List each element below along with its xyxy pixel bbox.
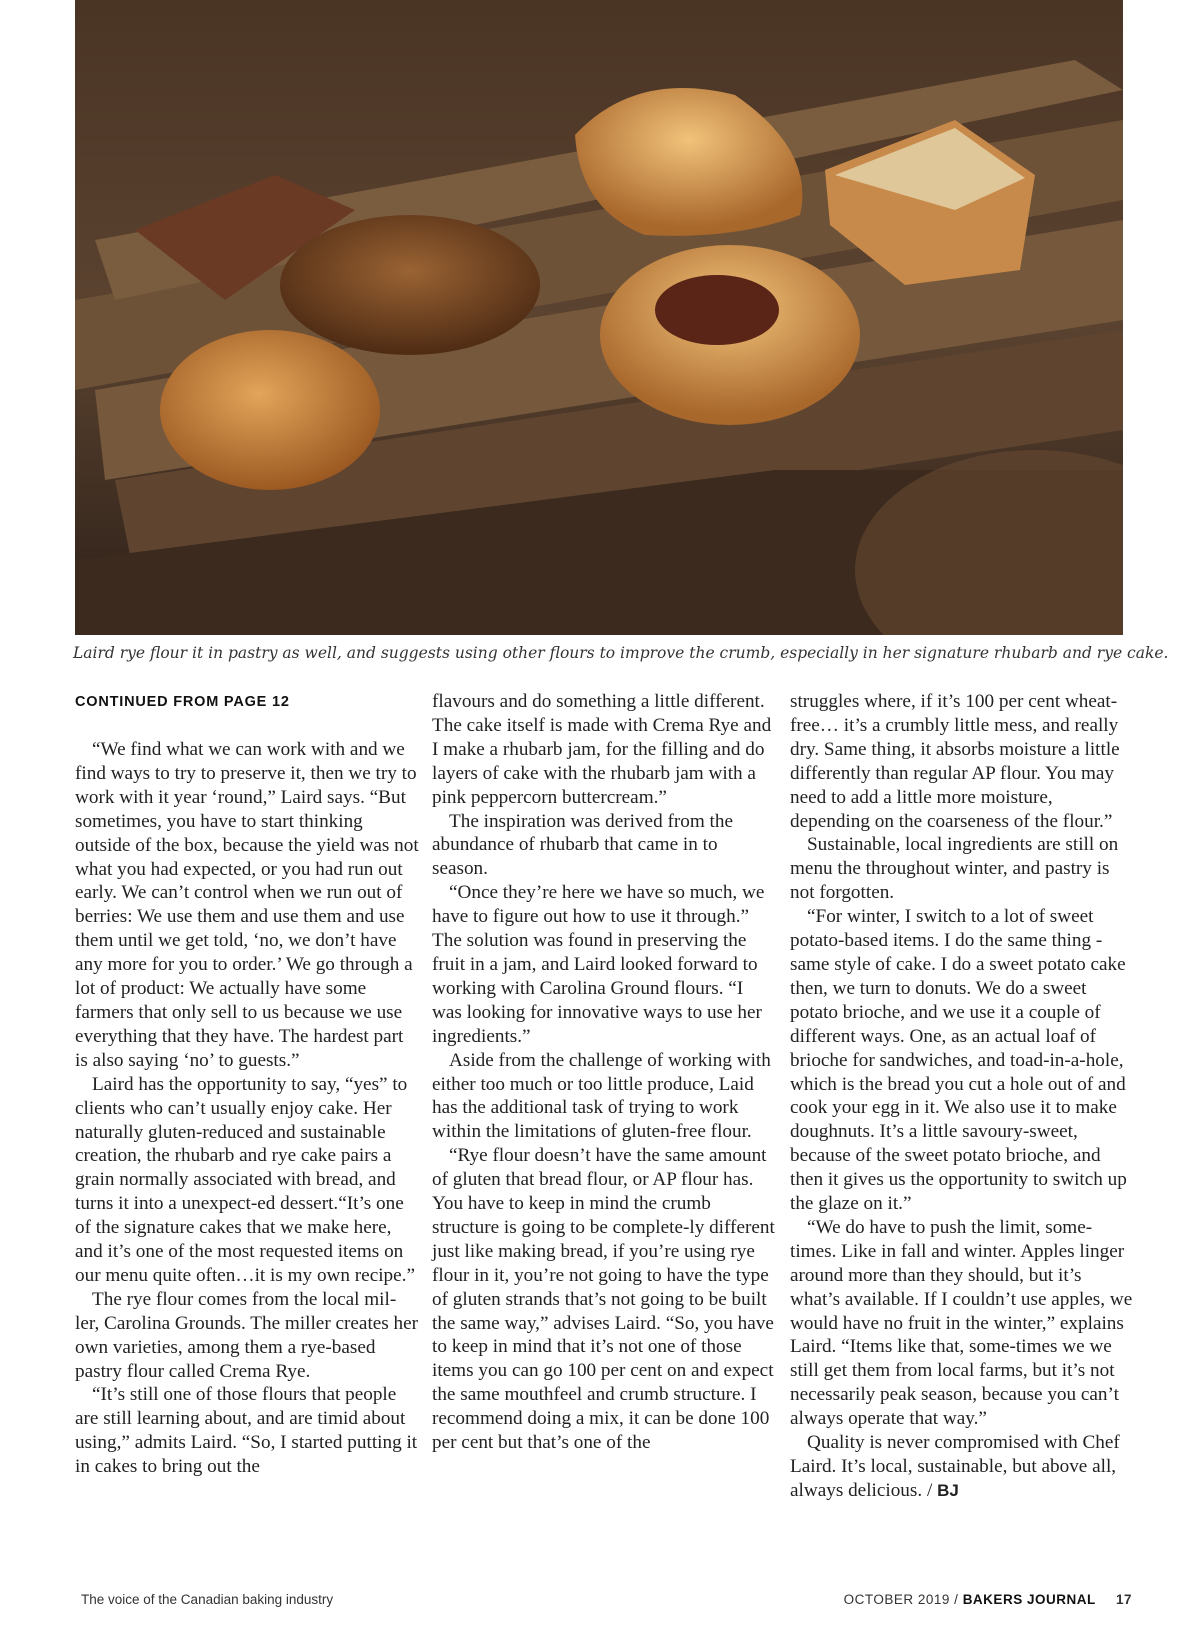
paragraph: “We find what we can work with and we find ways to try to preserve it, then we try to work with it year ‘round,” Laird says. “But sometimes, you have to start thinking outside of the box, because the yield was not what you had expected, or you had run out early. We can’t control when we run out of berries: We use them and use them and use them until we get told, ‘no, we don’t have any more for you to order.’ We go through a lot of product: We actually have some farmers that only sell to us because we use everything that they have. The hardest part is also saying ‘no’ to guests.” xyxy=(75,739,419,1071)
article-column-2 xyxy=(432,690,777,1455)
issue-date: OCTOBER 2019 / xyxy=(843,1592,959,1607)
photo-caption: Laird rye flour it in pastry as well, and suggests using other flours to improve the crumb, especially in her signature rhubarb and rye cake. xyxy=(73,644,1169,662)
paragraph: Sustainable, local ingredients are still on menu the throughout winter, and pastry is not forgotten. xyxy=(790,834,1119,904)
page-number: 17 xyxy=(1115,1592,1132,1607)
publication-name: BAKERS JOURNAL xyxy=(962,1592,1096,1607)
paragraph: The rye flour comes from the local mil-ler, Carolina Grounds. The miller creates her own varieties, among them a rye-based pastry flour called Crema Rye. xyxy=(75,1288,419,1382)
continued-label: CONTINUED FROM PAGE 12 xyxy=(75,694,290,710)
paragraph: “We do have to push the limit, some-times. Like in fall and winter. Apples linger around more than they should, but it’s what’s available. If I couldn’t use apples, we would have no fruit in the winter,” explains Laird. “Items like that, some-times we we still get them from local farms, but it’s not necessarily peak season, because you can’t always operate that way.” xyxy=(790,1216,1133,1430)
paragraph: “For winter, I switch to a lot of sweet potato-based items. I do the same thing - same style of cake. I do a sweet potato cake then, we turn to donuts. We do a sweet potato brioche, and we use it a couple of different ways. One, as an actual loaf of brioche for sandwiches, and toad-in-a-hole, which is the bread you cut a hole out of and cook your egg in it. We also use it to make doughnuts. It’s a little savoury-sweet, because of the sweet potato brioche, and then it gives us the opportunity to switch up the glaze on it.” xyxy=(790,906,1127,1215)
paragraph: The inspiration was derived from the abundance of rhubarb that came in to season. xyxy=(432,810,733,880)
paragraph: Aside from the challenge of working with either too much or too little produce, Laid has the additional task of trying to work within the limitations of gluten-free flour. xyxy=(432,1049,771,1143)
closing-text: Quality is never compromised with Chef Laird. It’s local, sustainable, but above all, always delicious. / xyxy=(790,1432,1120,1501)
paragraph: struggles where, if it’s 100 per cent wheat-free… it’s a crumbly little mess, and really dry. Same thing, it absorbs moisture a little differently than regular AP flour. You may need to add a little more moisture, depending on the coarseness of the flour.” xyxy=(790,691,1120,832)
article-column-1 xyxy=(75,690,420,1479)
pastry-photo xyxy=(75,0,1123,635)
signoff: BJ xyxy=(937,1480,959,1500)
paragraph: “Once they’re here we have so much, we have to figure out how to use it through.” The solution was found in preserving the fruit in a jam, and Laird looked forward to working with Carolina Ground flours. “I was looking for innovative ways to use her ingredients.” xyxy=(432,882,765,1047)
footer-tagline: The voice of the Canadian baking industry xyxy=(81,1592,334,1607)
paragraph: Laird has the opportunity to say, “yes” to clients who can’t usually enjoy cake. Her naturally gluten-reduced and sustainable creation, the rhubarb and rye cake pairs a grain normally associated with bread, and turns it into a unexpect-ed dessert.“It’s one of the signature cakes that we make here, and it’s one of the most requested items on our menu quite often…it is my own recipe.” xyxy=(75,1073,415,1286)
article-column-3 xyxy=(790,690,1135,1503)
footer-folio xyxy=(844,1592,1132,1607)
paragraph: “It’s still one of those flours that people are still learning about, and are timid about using,” admits Laird. “So, I started putting it in cakes to bring out the xyxy=(75,1384,418,1478)
paragraph: flavours and do something a little different. The cake itself is made with Crema Rye and I make a rhubarb jam, for the filling and do layers of cake with the rhubarb jam with a pink peppercorn buttercream.” xyxy=(432,691,772,808)
closing-paragraph xyxy=(790,1431,1135,1503)
paragraph: “Rye flour doesn’t have the same amount of gluten that bread flour, or AP flour has. You have to keep in mind the crumb structure is going to be complete-ly different just like making bread, if you’re using rye flour in it, you’re not going to have the type of gluten strands that’s not going to be built the same way,” advises Laird. “So, you have to keep in mind that it’s not one of those items you can go 100 per cent on and expect the same mouthfeel and crumb structure. I recommend doing a mix, it can be done 100 per cent but that’s one of the xyxy=(432,1145,775,1454)
